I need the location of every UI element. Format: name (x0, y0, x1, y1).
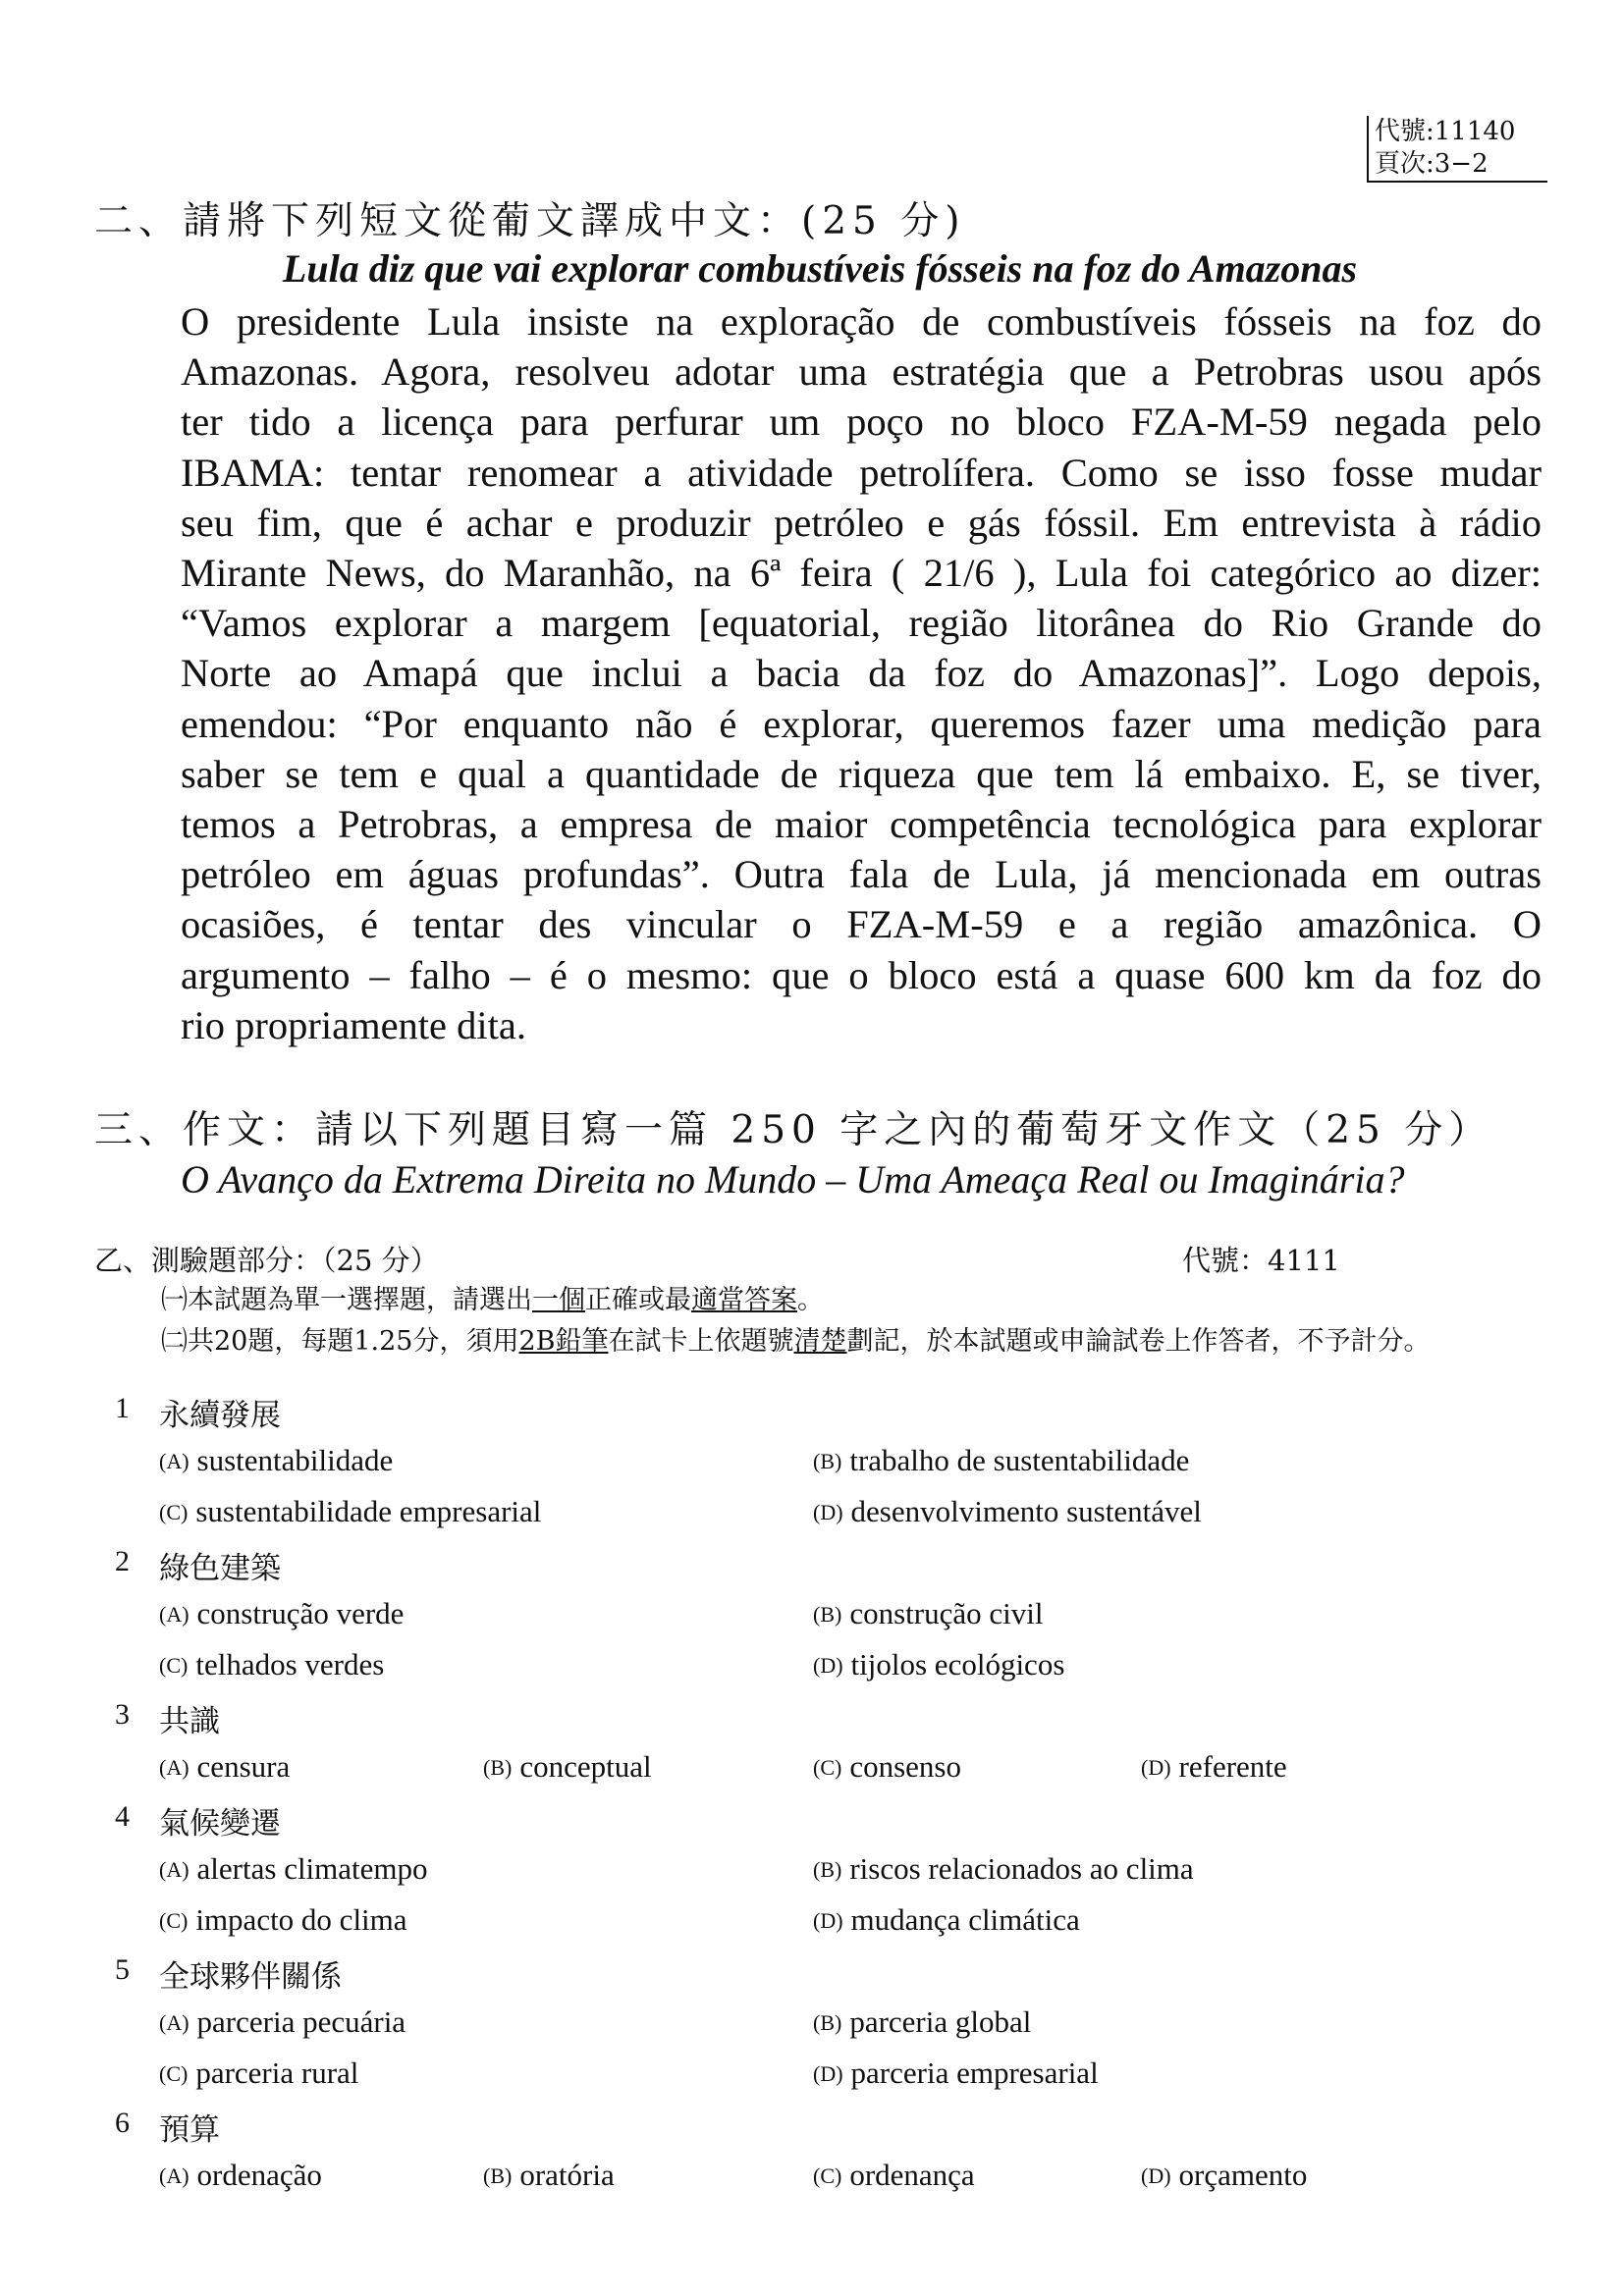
option-b (483, 1749, 652, 1785)
option-a (159, 1851, 428, 1887)
option-label: (B) (813, 2010, 842, 2035)
option-a (159, 2158, 322, 2193)
option-b (813, 1596, 1043, 1631)
option-d (813, 1494, 1202, 1529)
question-text: 永續發展 (159, 1398, 281, 1433)
question-text: 氣候變遷 (159, 1806, 281, 1842)
option-text: sustentabilidade empresarial (195, 1494, 542, 1528)
question-number: 5 (115, 1953, 130, 1986)
option-text: mudança climática (850, 1902, 1080, 1937)
option-text: trabalho de sustentabilidade (849, 1443, 1190, 1477)
question-text: 全球夥伴關係 (159, 1959, 342, 1995)
part-b-heading: 乙、測驗題部分：（25 分） (94, 1244, 439, 1277)
option-label: (D) (1141, 1755, 1171, 1780)
option-b (813, 1443, 1189, 1478)
option-label: (C) (159, 1653, 189, 1678)
question-number: 3 (115, 1698, 130, 1731)
article-line: emendou: “Por enquanto não é explorar, queremos fazer uma medição para (181, 701, 1542, 746)
option-b (813, 1851, 1194, 1887)
instruction-text: 正確或最 (585, 1285, 691, 1315)
article-body (181, 296, 1542, 1050)
option-c (159, 1494, 541, 1529)
instruction-underlined: 適當 (691, 1285, 744, 1315)
option-a (159, 1596, 404, 1631)
option-text: oratória (519, 2158, 615, 2192)
instruction-text: ㈠本試題為單一選擇題，請選出 (161, 1285, 532, 1315)
article-line: ter tido a licença para perfurar um poço no bloco FZA-M-59 negada pelo (181, 400, 1542, 445)
question-text: 綠色建築 (159, 1551, 281, 1586)
option-text: tijolos ecológicos (850, 1647, 1065, 1682)
option-c (813, 1749, 961, 1785)
option-text: referente (1178, 1749, 1287, 1784)
option-label: (C) (159, 2061, 189, 2086)
instruction-1 (161, 1278, 824, 1316)
article-line: ocasiões, é tentar des vincular o FZA-M-59 e a região amazônica. O (181, 902, 1542, 947)
option-d (813, 1902, 1080, 1938)
instruction-text: 。 (797, 1285, 824, 1315)
option-label: (A) (159, 1755, 189, 1780)
article-line: IBAMA: tentar renomear a atividade petrolífera. Como se isso fosse mudar (181, 450, 1542, 495)
option-label: (B) (483, 2163, 513, 2188)
page-number: 頁次:3−2 (1375, 149, 1489, 179)
option-label: (A) (159, 1857, 189, 1882)
option-label: (A) (159, 1449, 189, 1473)
article-line: O presidente Lula insiste na exploração de combustíveis fósseis na foz do (181, 299, 1542, 344)
option-label: (A) (159, 1602, 189, 1627)
option-text: ordenança (849, 2158, 975, 2192)
option-d (1141, 1749, 1287, 1785)
option-text: conceptual (519, 1749, 652, 1784)
option-label: (D) (1141, 2163, 1171, 2188)
option-text: riscos relacionados ao clima (849, 1851, 1194, 1886)
option-text: ordenação (196, 2158, 322, 2192)
option-label: (C) (159, 1908, 189, 1933)
article-line: rio propriamente dita. (181, 1002, 527, 1047)
question-number: 4 (115, 1800, 130, 1833)
article-line: petróleo em águas profundas”. Outra fala de Lula, já mencionada em outras (181, 852, 1542, 897)
part-b-code: 代號：4111 (1182, 1244, 1340, 1277)
option-text: censura (196, 1749, 291, 1784)
option-label: (D) (813, 1653, 843, 1678)
exam-code-box (1367, 116, 1547, 183)
question-number: 1 (115, 1392, 130, 1424)
article-line: argumento – falho – é o mesmo: que o bloco está a quase 600 km da foz do (181, 952, 1542, 997)
option-a (159, 1749, 290, 1785)
option-text: telhados verdes (195, 1647, 385, 1682)
option-label: (D) (813, 1500, 843, 1524)
article-line: Amazonas. Agora, resolveu adotar uma estratégia que a Petrobras usou após (181, 349, 1542, 395)
option-label: (B) (813, 1602, 842, 1627)
section-3-heading: 三、作文：請以下列題目寫一篇 250 字之內的葡萄牙文作文（25 分） (94, 1108, 1493, 1152)
option-c (159, 2056, 358, 2091)
option-text: consenso (849, 1749, 961, 1784)
option-text: parceria empresarial (850, 2056, 1099, 2090)
option-label: (B) (483, 1755, 513, 1780)
exam-code: 代號:11140 (1375, 117, 1516, 146)
instruction-2 (161, 1319, 1431, 1358)
option-text: parceria rural (195, 2056, 359, 2090)
article-title: Lula diz que vai explorar combustíveis fósseis na foz do Amazonas (282, 246, 1358, 291)
option-text: desenvolvimento sustentável (850, 1494, 1202, 1528)
option-label: (A) (159, 2163, 189, 2188)
instruction-text: ㈡共20題，每題1.25分，須用 (161, 1326, 519, 1357)
article-line: Mirante News, do Maranhão, na 6ª feira ( 21/6 ), Lula foi categórico ao dizer: (181, 551, 1542, 596)
instruction-underlined: 2B鉛筆 (518, 1326, 609, 1357)
option-b (483, 2158, 615, 2193)
article-line: “Vamos explorar a margem [equatorial, região litorânea do Rio Grande do (181, 601, 1542, 646)
option-text: parceria global (849, 2004, 1032, 2039)
option-label: (C) (813, 1755, 842, 1780)
article-line: saber se tem e qual a quantidade de riqueza que tem lá embaixo. E, se tiver, (181, 751, 1542, 796)
option-text: alertas climatempo (196, 1851, 428, 1886)
option-text: construção verde (196, 1596, 405, 1630)
question-number: 2 (115, 1545, 130, 1577)
option-d (813, 2056, 1099, 2091)
option-label: (D) (813, 2061, 843, 2086)
question-text: 預算 (159, 2112, 220, 2148)
option-label: (B) (813, 1857, 842, 1882)
option-text: construção civil (849, 1596, 1044, 1630)
option-label: (D) (813, 1908, 843, 1933)
article-line: Norte ao Amapá que inclui a bacia da foz do Amazonas]”. Logo depois, (181, 651, 1542, 696)
option-b (813, 2004, 1031, 2040)
option-d (1141, 2158, 1307, 2193)
option-text: parceria pecuária (196, 2004, 406, 2039)
option-label: (A) (159, 2010, 189, 2035)
option-c (159, 1647, 384, 1682)
instruction-underlined: 清楚 (793, 1326, 847, 1357)
option-a (159, 1443, 393, 1478)
article-line: seu fim, que é achar e produzir petróleo e gás fóssil. Em entrevista à rádio (181, 500, 1542, 545)
option-text: orçamento (1178, 2158, 1308, 2192)
question-number: 6 (115, 2107, 130, 2139)
option-text: sustentabilidade (196, 1443, 394, 1477)
question-text: 共識 (159, 1704, 220, 1739)
option-text: impacto do clima (195, 1902, 407, 1937)
instruction-text: 在試卡上依題號 (608, 1326, 794, 1357)
option-label: (B) (813, 1449, 842, 1473)
essay-title: O Avanço da Extrema Direita no Mundo – Uma Ameaça Real ou Imaginária? (181, 1157, 1405, 1201)
option-d (813, 1647, 1064, 1682)
section-2-heading: 二、請將下列短文從葡文譯成中文：(25 分) (94, 199, 966, 243)
instruction-underlined: 一個 (532, 1285, 585, 1315)
option-a (159, 2004, 406, 2040)
option-label: (C) (813, 2163, 842, 2188)
article-line: temos a Petrobras, a empresa de maior competência tecnológica para explorar (181, 802, 1542, 847)
option-c (813, 2158, 975, 2193)
instruction-text: 劃記，於本試題或申論試卷上作答者，不予計分。 (846, 1326, 1431, 1357)
option-label: (C) (159, 1500, 189, 1524)
option-c (159, 1902, 407, 1938)
instruction-underlined: 答案 (744, 1285, 797, 1315)
